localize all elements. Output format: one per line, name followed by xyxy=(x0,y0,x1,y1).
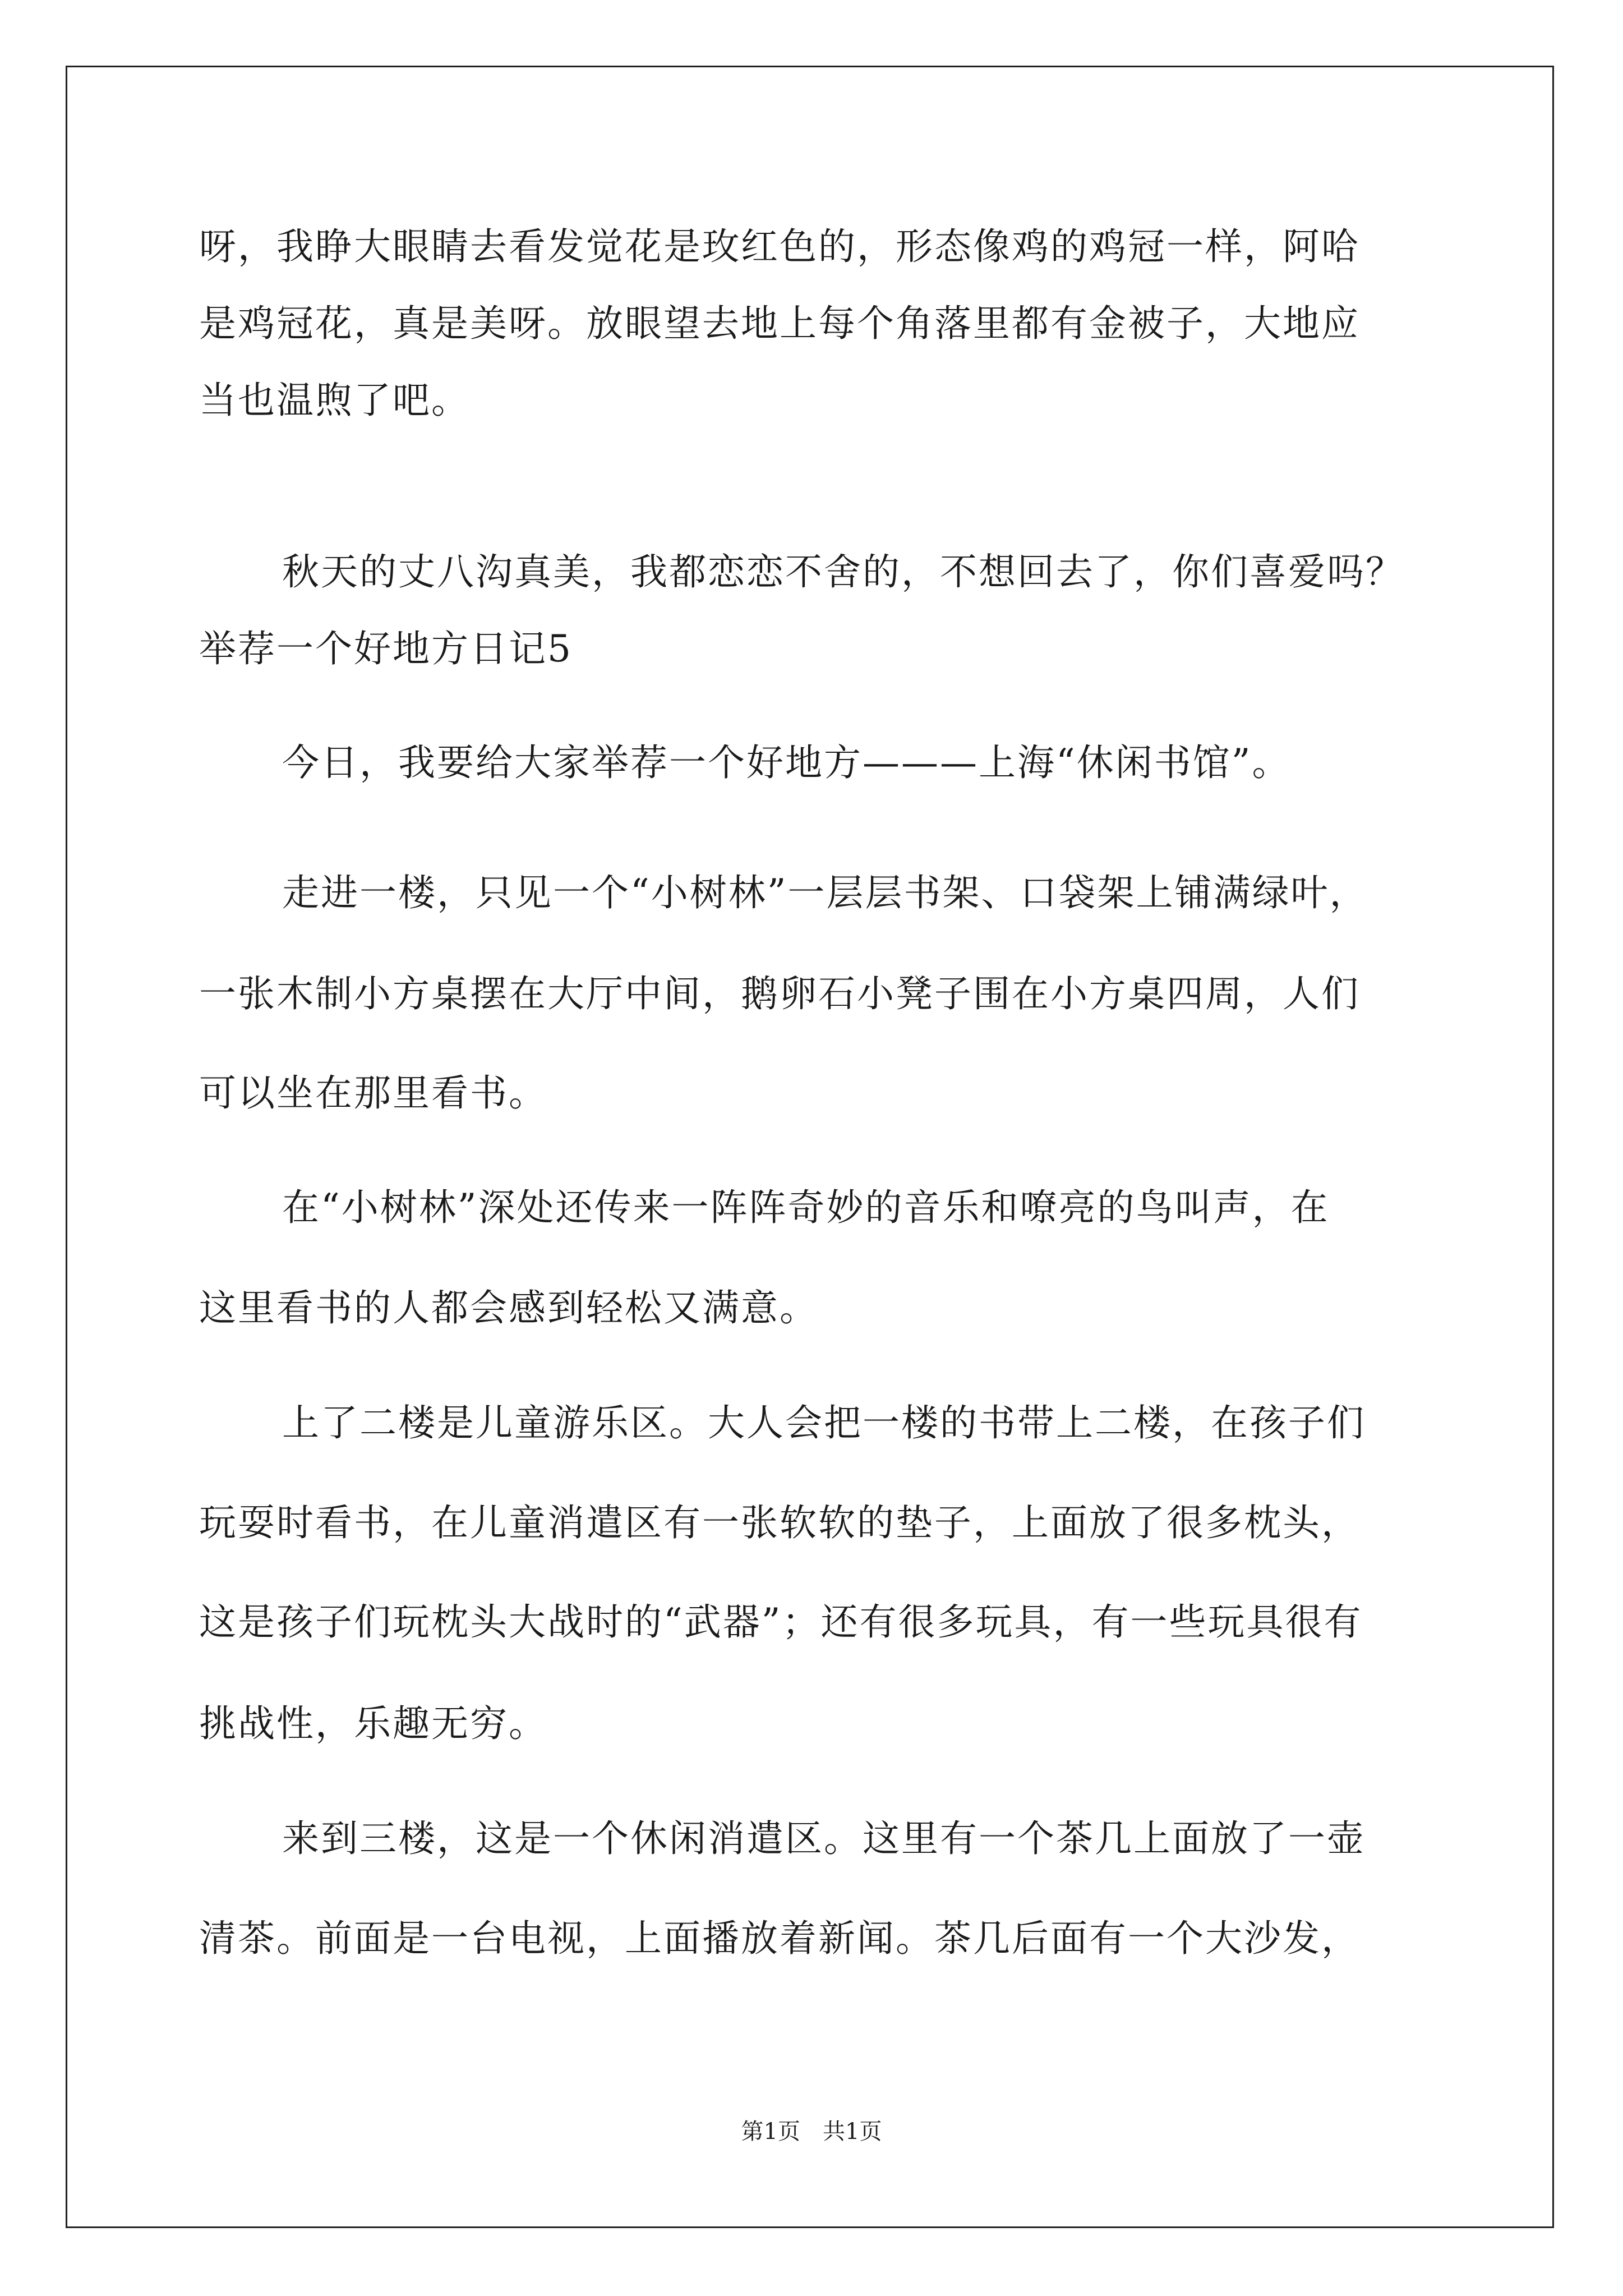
text-line: 是鸡冠花，真是美呀。放眼望去地上每个角落里都有金被子，大地应 xyxy=(199,302,1360,345)
section-title: 举荐一个好地方日记5 xyxy=(199,627,573,670)
text-line: 在“小树林”深处还传来一阵阵奇妙的音乐和嘹亮的鸟叫声，在 xyxy=(282,1186,1330,1229)
text-line: 当也温煦了吧。 xyxy=(199,379,470,422)
text-line: 一张木制小方桌摆在大厅中间，鹅卵石小凳子围在小方桌四周，人们 xyxy=(199,972,1360,1015)
text-line: 呀，我睁大眼睛去看发觉花是玫红色的，形态像鸡的鸡冠一样，阿哈 xyxy=(199,225,1360,268)
text-line: 这是孩子们玩枕头大战时的“武器”；还有很多玩具，有一些玩具很有 xyxy=(199,1600,1363,1644)
text-line: 这里看书的人都会感到轻松又满意。 xyxy=(199,1286,818,1329)
page-footer: 第1页 共1页 xyxy=(741,2119,882,2145)
text-line: 来到三楼，这是一个休闲消遣区。这里有一个茶几上面放了一壶 xyxy=(282,1817,1366,1860)
text-line: 挑战性，乐趣无穷。 xyxy=(199,1702,547,1745)
text-line: 走进一楼，只见一个“小树林”一层层书架、口袋架上铺满绿叶， xyxy=(282,871,1368,914)
text-line: 上了二楼是儿童游乐区。大人会把一楼的书带上二楼，在孩子们 xyxy=(282,1401,1366,1444)
text-line: 清茶。前面是一台电视，上面播放着新闻。茶几后面有一个大沙发， xyxy=(199,1917,1360,1960)
text-line: 玩耍时看书，在儿童消遣区有一张软软的垫子，上面放了很多枕头， xyxy=(199,1501,1360,1544)
text-line: 今日，我要给大家举荐一个好地方———上海“休闲书馆”。 xyxy=(282,741,1291,784)
text-line: 可以坐在那里看书。 xyxy=(199,1071,547,1115)
text-line: 秋天的丈八沟真美，我都恋恋不舍的，不想回去了，你们喜爱吗？ xyxy=(282,550,1404,593)
